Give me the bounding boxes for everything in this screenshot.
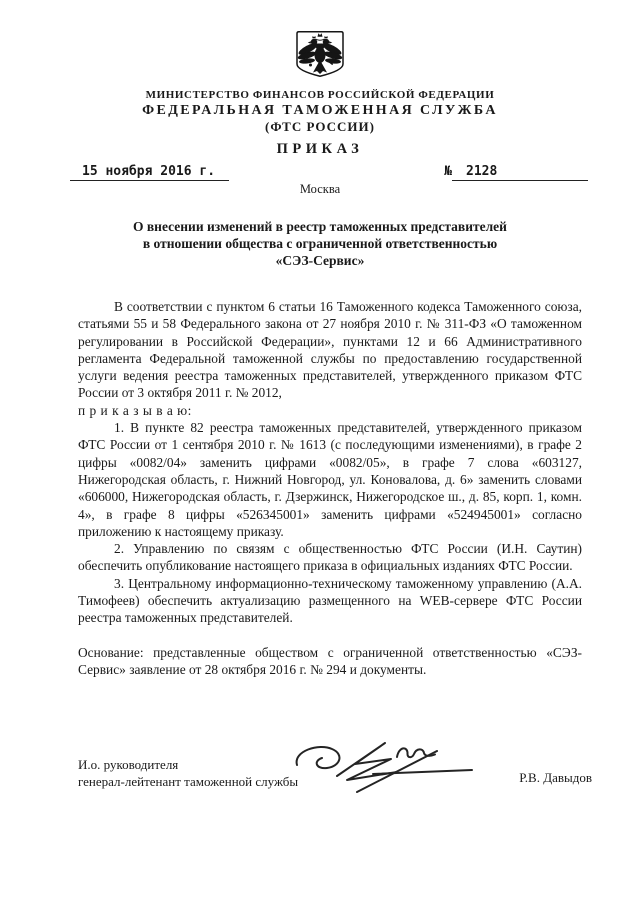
document-body (78, 298, 582, 678)
title-line-3: «СЭЗ-Сервис» (275, 253, 365, 268)
document-type: ПРИКАЗ (276, 141, 364, 157)
handwritten-signature-icon (285, 734, 500, 796)
order-word: п р и к а з ы в а ю: (78, 402, 192, 418)
signer-position (78, 756, 298, 790)
basis-paragraph: Основание: представленные обществом с ограниченной ответственностью «СЭЗ-Сервис» заявление от 28 октября 2016 г. № 294 и документы. (78, 644, 582, 677)
signer-name: Р.В. Давыдов (519, 770, 592, 786)
signer-position-line-1: И.о. руководителя (78, 757, 179, 773)
order-item-3: 3. Центральному информационно-техническому таможенному управлению (А.А. Тимофеев) обеспечить актуализацию размещенного на WEB-сервере ФТС России реестра таможенных представителей. (78, 575, 582, 626)
document-number: 2128 (452, 164, 588, 181)
title-line-1: О внесении изменений в реестр таможенных представителей (133, 219, 507, 234)
signature-block (78, 734, 592, 814)
number-sign: № (444, 164, 452, 179)
letterhead (0, 89, 640, 157)
city-label: Москва (299, 182, 341, 196)
document-number-field (444, 164, 588, 181)
emblem-container (0, 0, 640, 78)
date-number-row (70, 164, 588, 181)
title-line-2: в отношении общества с ограниченной ответственностью (142, 236, 498, 251)
order-item-1: 1. В пункте 82 реестра таможенных представителей, утвержденного приказом ФТС России от 1 сентября 2010 г. № 1613 (с последующими изменениями), в графе 2 цифры «0082/04» заменить цифрами «0082/05», в графе 7 слова «603127, Нижегородская область, г. Нижний Новгород, ул. Коновалова, д. 6» заменить словами «606000, Нижегородская область, г. Дзержинск, Нижегородское ш., д. 85, корп. 1, комн. 4», в графе 8 цифры «526345001» заменить цифрами «524945001» согласно приложению к настоящему приказу. (78, 420, 582, 539)
agency-name: ФЕДЕРАЛЬНАЯ ТАМОЖЕННАЯ СЛУЖБА (142, 103, 498, 118)
order-item-2: 2. Управлению по связям с общественностью ФТС России (И.Н. Саутин) обеспечить опубликование настоящего приказа в официальных изданиях ФТС России. (78, 541, 582, 574)
russian-coat-of-arms-icon (292, 30, 348, 78)
signer-position-line-2: генерал-лейтенант таможенной службы (78, 774, 299, 790)
agency-short-name: (ФТС РОССИИ) (265, 119, 375, 134)
ministry-name: МИНИСТЕРСТВО ФИНАНСОВ РОССИЙСКОЙ ФЕДЕРАЦИИ (145, 89, 495, 101)
document-date: 15 ноября 2016 г. (70, 164, 229, 181)
document-title (0, 218, 640, 269)
preamble-paragraph: В соответствии с пунктом 6 статьи 16 Таможенного кодекса Таможенного союза, статьями 55 и 58 Федерального закона от 27 ноября 2010 г. № 311-ФЗ «О таможенном регулировании в Российской Федерации», пунктами 12 и 66 Административного регламента Федеральной таможенной службы по предоставлению государственной услуги ведения реестра таможенных представителей, утвержденного приказом ФТС России от 3 октября 2011 г. № 2012, (78, 299, 582, 401)
